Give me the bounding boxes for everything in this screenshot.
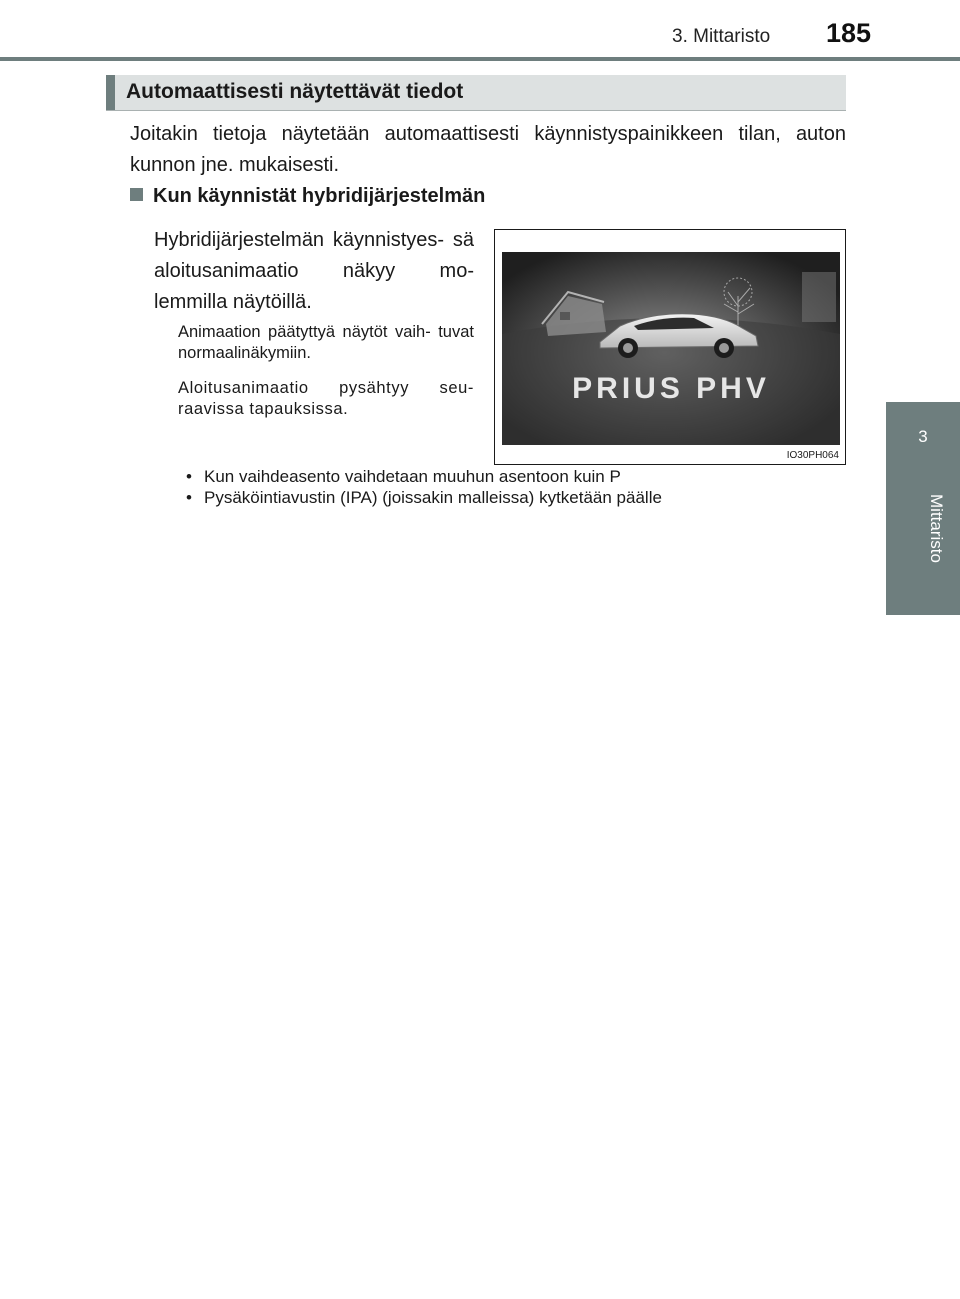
bullet-dot: • — [186, 467, 192, 486]
square-bullet-icon — [130, 188, 143, 201]
note-animation-stop: Aloitusanimaatio pysähtyy seu- raavissa tapauksissa. — [178, 379, 474, 418]
startup-animation-illustration — [502, 252, 840, 445]
section-accent — [106, 75, 115, 110]
prius-phv-logo: PRIUS PHV — [572, 372, 770, 405]
list-item-text: Pysäköintiavustin (IPA) (joissakin malleissa) kytketään päälle — [204, 488, 662, 507]
figure-frame — [494, 229, 846, 465]
section-heading-bar — [106, 75, 846, 111]
list-item-text: Kun vaihdeasento vaihdetaan muuhun asentoon kuin P — [204, 467, 621, 486]
side-tab-label: Mittaristo — [927, 494, 946, 563]
note-animation-end: Animaation päätyttyä näytöt vaih- tuvat normaalinäkymiin. — [178, 323, 474, 362]
chapter-title: 3. Mittaristo — [672, 26, 771, 47]
bullet-list — [186, 466, 846, 508]
bullet-dot: • — [186, 488, 192, 507]
list-item — [186, 487, 846, 508]
figure-id: IO30PH064 — [786, 450, 839, 461]
page-number: 185 — [826, 18, 872, 48]
subsection-heading-text: Kun käynnistät hybridijärjestelmän — [153, 185, 486, 207]
section-title: Automaattisesti näytettävät tiedot — [126, 80, 464, 103]
side-tab-number: 3 — [918, 427, 928, 446]
body-paragraph: Hybridijärjestelmän käynnistyes- sä aloitusanimaatio näkyy mo- lemmilla näytöillä. — [154, 229, 474, 313]
subsection-heading — [130, 185, 485, 208]
list-item — [186, 466, 846, 487]
intro-paragraph: Joitakin tietoja näytetään automaattisesti käynnistyspainikkeen tilan, auton kunnon jne. mukaisesti. — [130, 123, 846, 176]
chapter-side-tab[interactable] — [886, 402, 960, 615]
startup-animation-screen — [502, 252, 840, 445]
header-rule — [0, 57, 960, 61]
